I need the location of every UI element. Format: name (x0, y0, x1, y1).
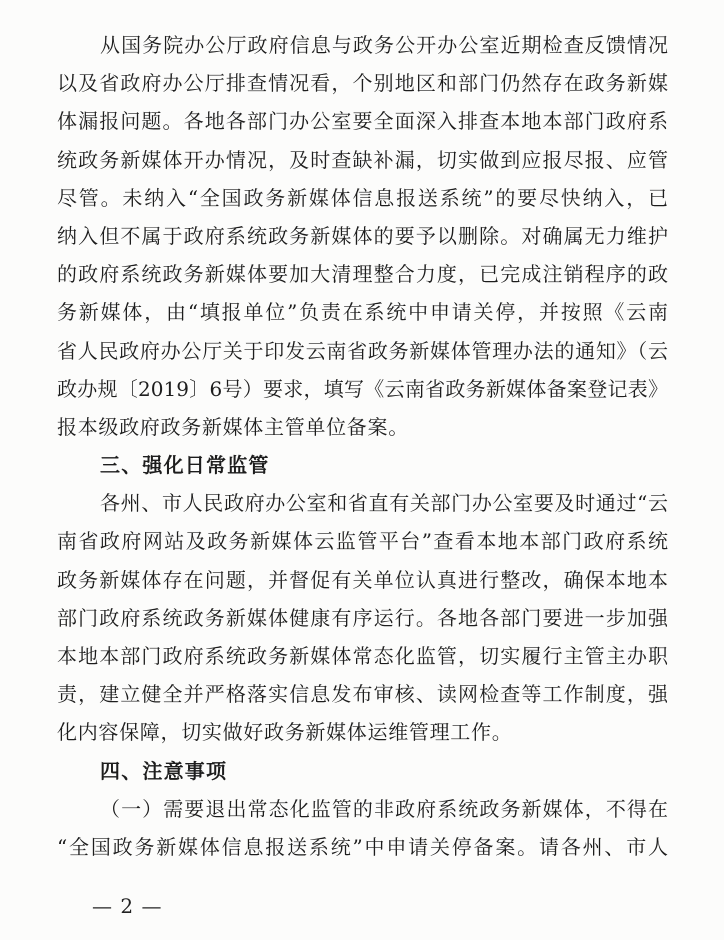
paragraph-line: 本地本部门政府系统政务新媒体常态化监管，切实履行主管主办职 (57, 644, 668, 668)
paragraph-line: 务新媒体，由“填报单位”负责在系统中申请关停，并按照《云南 (57, 300, 668, 325)
paragraph (57, 790, 668, 866)
paragraph-line: 责，建立健全并严格落实信息发布审核、读网检查等工作制度，强 (57, 682, 668, 707)
paragraph-line: 以及省政府办公厅排查情况看，个别地区和部门仍然存在政务新媒 (57, 71, 668, 96)
paragraph-line: 报本级政府政务新媒体主管单位备案。 (57, 414, 409, 439)
paragraph-line: 体漏报问题。各地各部门办公室要全面深入排查本地本部门政府系 (57, 109, 668, 134)
paragraph-line: 尽管。未纳入“全国政务新媒体信息报送系统”的要尽快纳入，已 (57, 185, 668, 210)
section-heading: 四、注意事项 (100, 758, 228, 783)
paragraph-line: 从国务院办公厅政府信息与政务公开办公室近期检查反馈情况 (100, 33, 668, 57)
paragraph-line: 统政务新媒体开办情况，及时查缺补漏，切实做到应报尽报、应管 (57, 147, 668, 172)
paragraph-line: “全国政务新媒体信息报送系统”中申请关停备案。请各州、市人 (57, 834, 668, 859)
paragraph-line: 部门政府系统政务新媒体健康有序运行。各地各部门要进一步加强 (57, 605, 668, 630)
paragraph-line: 政务新媒体存在问题，并督促有关单位认真进行整改，确保本地本 (57, 567, 668, 592)
paragraph-line: 纳入但不属于政府系统政务新媒体的要予以删除。对确属无力维护 (57, 223, 668, 248)
page-number: — 2 — (92, 894, 163, 918)
paragraph-line: 的政府系统政务新媒体要加大清理整合力度，已完成注销程序的政 (57, 262, 668, 287)
paragraph-line: （一）需要退出常态化监管的非政府系统政务新媒体，不得在 (100, 796, 668, 821)
paragraph-line: 省人民政府办公厅关于印发云南省政务新媒体管理办法的通知》（云 (57, 338, 668, 363)
paragraph-line: 化内容保障，切实做好政务新媒体运维管理工作。 (57, 720, 513, 745)
section-heading: 三、强化日常监管 (100, 453, 270, 478)
paragraph (57, 26, 668, 446)
paragraph-line: 南省政府网站及政务新媒体云监管平台”查看本地本部门政府系统 (57, 529, 668, 554)
paragraph (57, 484, 668, 751)
document-body (57, 26, 668, 866)
paragraph-line: 各州、市人民政府办公室和省直有关部门办公室要及时通过“云 (100, 491, 668, 516)
paragraph-line: 政办规〔2019〕6号）要求，填写《云南省政务新媒体备案登记表》 (57, 376, 668, 401)
